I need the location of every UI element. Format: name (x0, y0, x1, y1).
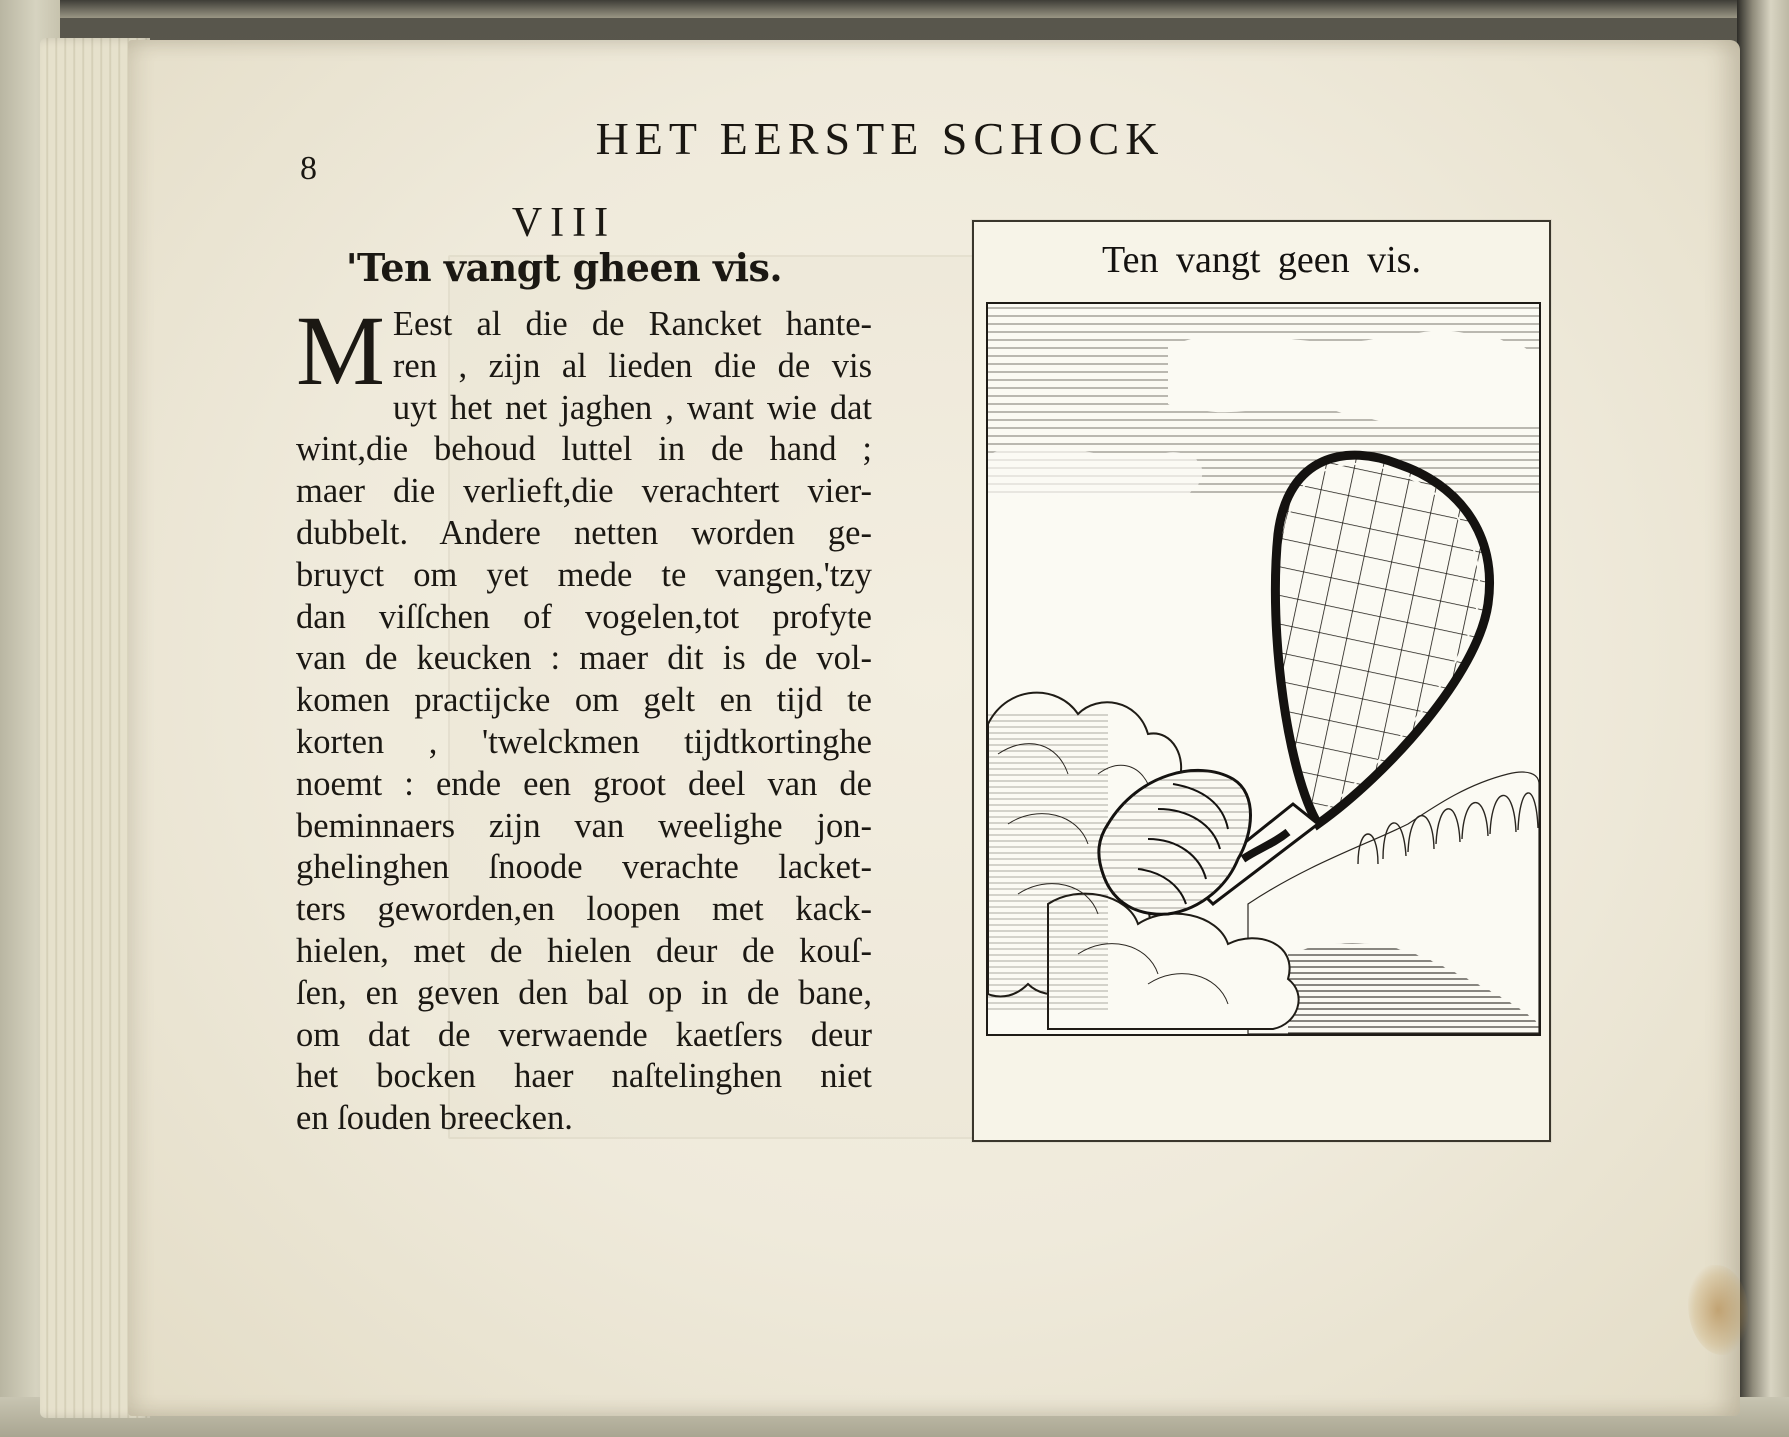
text-line: ghelinghen ſnoode verachte lacket- (296, 848, 872, 887)
emblem-plate (972, 220, 1551, 1142)
right-cover (1737, 0, 1789, 1437)
text-line: hielen, met de hielen deur de kouſ- (296, 931, 872, 970)
book-top-edge (0, 0, 1789, 18)
plate-caption: Ten vangt geen vis. (1102, 239, 1421, 281)
emblem-text-column (296, 200, 872, 1140)
text-line: om dat de verwaende kaetſers deur (296, 1015, 872, 1054)
text-line: ren , zijn al lieden die de vis (392, 346, 872, 385)
page-number: 8 (300, 150, 317, 187)
text-line: ſen, en geven den bal op in de bane, (296, 973, 872, 1012)
text-line: Eest al die de Rancket hante- (392, 305, 872, 343)
text-line: van de keucken : maer dit is de vol- (296, 639, 872, 678)
foxing-stain (1688, 1265, 1748, 1355)
running-head: HET EERSTE SCHOCK (595, 113, 1165, 164)
engraving-illustration (988, 304, 1539, 1034)
text-line: beminnaers zijn van weelighe jon- (296, 806, 872, 845)
text-line: het bocken haer naſtelinghen niet (296, 1057, 872, 1096)
text-line: komen practijcke om gelt en tijd te (296, 681, 872, 720)
text-line: dubbelt. Andere netten worden ge- (296, 513, 872, 552)
text-line: noemt : ende een groot deel van de (296, 764, 872, 803)
text-line: en ſouden breecken. (296, 1099, 573, 1138)
text-line: ters geworden,en loopen met kack- (296, 890, 872, 929)
text-line: wint,die behoud luttel in de hand ; (296, 430, 872, 469)
emblem-body (296, 295, 872, 1140)
engraving-racket-hand (986, 302, 1541, 1036)
text-line: uyt het net jaghen , want wie dat (392, 388, 872, 427)
emblem-motto: 'Ten vangt gheen vis. (345, 245, 783, 290)
text-line: maer die verlieft,die verachtert vier- (296, 472, 872, 511)
emblem-numeral: VIII (511, 200, 617, 246)
text-line: dan viſſchen of vogelen,tot profyte (296, 597, 872, 636)
text-line: korten , 'twelckmen tijdtkortinghe (296, 722, 872, 761)
drop-cap: M (296, 295, 385, 406)
text-line: bruyct om yet mede te vangen,'tzy (296, 555, 872, 594)
